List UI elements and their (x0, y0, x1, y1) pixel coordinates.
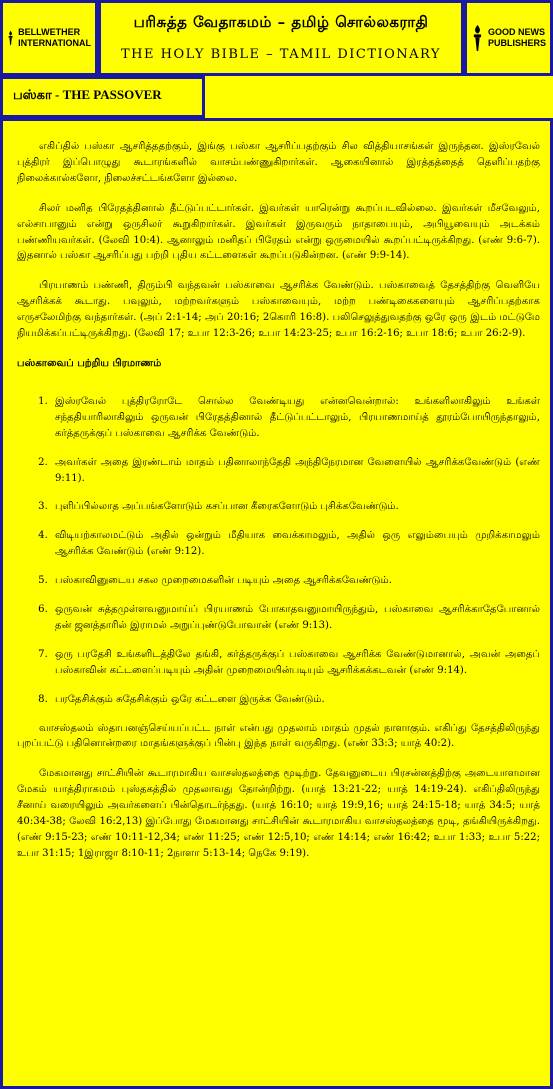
rule-item: 7. ஒரு பரதேசி உங்களிடத்திலே தங்கி, கர்த்தருக்குப் பஸ்காவை ஆசரிக்க வேண்டுமானால், அவன் அதைப் பஸ்காவின் கட்டளைப்படியும் அதின் முறைமையின்படியும் ஆசரிக்கக்கடவன் (எண் 9:14). (51, 647, 540, 679)
closing-paragraph: வாசஸ்தலம் ஸ்தாபனஞ்செய்யப்பட்ட நாள் என்பது முதலாம் மாதம் முதல் நாளாகும். எகிப்து தேசத்திலிருந்து புறப்பட்டு பதினொன்றரை மாதங்களுக்குப் பின்பு இந்த நாள் வருகிறது. (எண் 33:3; யாத் 40:2). (17, 722, 540, 750)
entry-title: பஸ்கா - THE PASSOVER (0, 76, 205, 118)
rule-item: 1. இஸ்ரவேல் புத்திரரோடே சொல்ல வேண்டியது என்னவென்றால்: உங்களிலாகிலும் உங்கள் சந்ததியாரிலாகிலும் ஒருவன் பிரேதத்தினால் தீட்டுப்பட்டாலும், பிரயாணமாய்த் தூரம்போயிருந்தாலும், கர்த்தருக்குப் பஸ்காவை ஆசரிக்க வேண்டும். (51, 394, 540, 442)
passover-rules-list (17, 394, 540, 708)
title-tamil: பரிசுத்த வேதாகமம் – தமிழ் சொல்லகராதி (133, 13, 429, 31)
torch-icon (7, 18, 14, 58)
rules-subheading: பஸ்காவைப் பற்றிய பிரமாணம் (17, 357, 162, 369)
rule-item: 4. விடியற்காலமட்டும் அதில் ஒன்றும் மீதியாக வைக்காமலும், அதில் ஒரு எலும்பையும் முறிக்காமலும் ஆசரிக்க வேண்டும் (எண் 9:12). (51, 528, 540, 560)
publisher-logo-right (464, 0, 553, 76)
rule-item: 3. புளிப்பில்லாத அப்பங்களோடும் கசப்பான கீரைகளோடும் புசிக்கவேண்டும். (51, 499, 540, 515)
entry-body (0, 118, 553, 1089)
torch-icon (471, 18, 484, 58)
title-english: THE HOLY BIBLE – TAMIL DICTIONARY (120, 47, 442, 62)
rule-item: 8. பரதேசிக்கும் சுதேசிக்கும் ஒரே கட்டளை இருக்க வேண்டும். (51, 692, 540, 708)
logo-left-line1: BELLWETHER (18, 27, 81, 37)
rule-item: 5. பஸ்காவினுடைய சகல முறைமைகளின் படியும் அதை ஆசரிக்கவேண்டும். (51, 573, 540, 589)
intro-paragraph: பிரயாணம் பண்ணி, திரும்பி வந்தவன் பஸ்காவை ஆசரிக்க வேண்டும். பஸ்காவைத் தேசத்திற்கு வெளியே ஆசரிக்கக் கூடாது. பவுலும், மற்றவர்களும் பஸ்காவையும், மற்ற பண்டிகைகளையும் ஆசரிப்பதற்காக எருசலேமிற்கு வந்தார்கள். (அப் 2:1-14; அப் 20:16; 2கொரி 16:8). பலிசெலுத்துவதற்கு ஒரே ஒரு இடம் மட்டுமே நியமிக்கப்பட்டிருக்கிறது. (லேவி 17; உபா 12:3-26; உபா 14:23-25; உபா 16:2-16; உபா 18:6; உபா 26:2-9). (17, 280, 540, 340)
logo-right-line1: GOOD NEWS (487, 27, 545, 37)
dictionary-title-banner (98, 0, 464, 76)
intro-paragraph: எகிப்தில் பஸ்கா ஆசரித்ததற்கும், இங்கு பஸ்கா ஆசரிப்பதற்கும் சில வித்தியாசங்கள் இருந்தன. இஸ்ரவேல் புத்திரர் இப்பொழுது கூடாரங்களில் வாசம்பண்ணுகிறார்கள். ஆகையினால் இரத்தத்தைத் தெளிப்பதற்கு நிலைக்கால்களோ, நிலைச்சட்டங்களோ இல்லை. (17, 141, 540, 184)
logo-right-line2: PUBLISHERS (487, 38, 546, 48)
intro-paragraph: சிலர் மனித பிரேதத்தினால் தீட்டுப்பட்டார்கள். இவர்கள் யாரென்று கூறப்படவில்லை. இவர்கள் மீசவேலும், எல்சாபானும் என்று ஒருசிலர் கூறுகிறார்கள். இவர்கள் இருவரும் நாதாபையும், அபியூவையும் அடக்கம் பண்ணியவர்கள். (லேவி 10:4). ஆனாலும் மனிதப் பிரேதம் என்று ஒருமையில் கூறப்பட்டிருக்கிறது. (எண் 9:6-7). இதனால் பஸ்கா ஆசரிப்பது பற்றி புதிய கட்டளைகள் கூறப்படுகின்றன. (எண் 9:9-14). (17, 202, 540, 262)
logo-left-line2: INTERNATIONAL (18, 38, 91, 48)
rule-item: 6. ஒருவன் சுத்தமுள்ளவனுமாய்ப் பிரயாணம் போகாதவனுமாயிருந்தும், பஸ்காவை ஆசரிக்காதேபோனால் தன் ஜனத்தாரில் இராமல் அறுப்புண்டுபோவான் (எண் 9:13). (51, 602, 540, 634)
publisher-logo-left (0, 0, 98, 76)
rule-item: 2. அவர்கள் அதை இரண்டாம் மாதம் பதினாலாந்தேதி அந்திநேரமான வேளையில் ஆசரிக்கவேண்டும் (எண் 9:11). (51, 455, 540, 487)
closing-paragraph: மேகமானது சாட்சியின் கூடாரமாகிய வாசஸ்தலத்தை மூடிற்று. தேவனுடைய பிரசன்னத்திற்கு அடையாளமான மேகம் யாத்திராகமம் புஸ்தகத்தில் முதலாவது தோன்றிற்று. (யாத் 13:21-22; யாத் 14:19-24). எகிப்திலிருந்து சீனாய் வரையிலும் அவர்களைப் பின்தொடர்ந்தது. (யாத் 16:10; யாத் 19:9,16; யாத் 24:15-18; யாத் 34:5; யாத் 40:34-38; லேவி 16:2,13) இப்போது மேகமானது சாட்சியின் கூடாரமாகிய வாசஸ்தலத்தை மூடி, தங்கியிருக்கிறது. (எண் 9:15-23; எண் 10:11-12,34; எண் 11:25; எண் 12:5,10; எண் 14:14; எண் 16:42; உபா 1:33; உபா 5:22; உபா 31:15; 1இராஜா 8:10-11; 2நாளா 5:13-14; நெகே 9:19). (17, 768, 540, 859)
